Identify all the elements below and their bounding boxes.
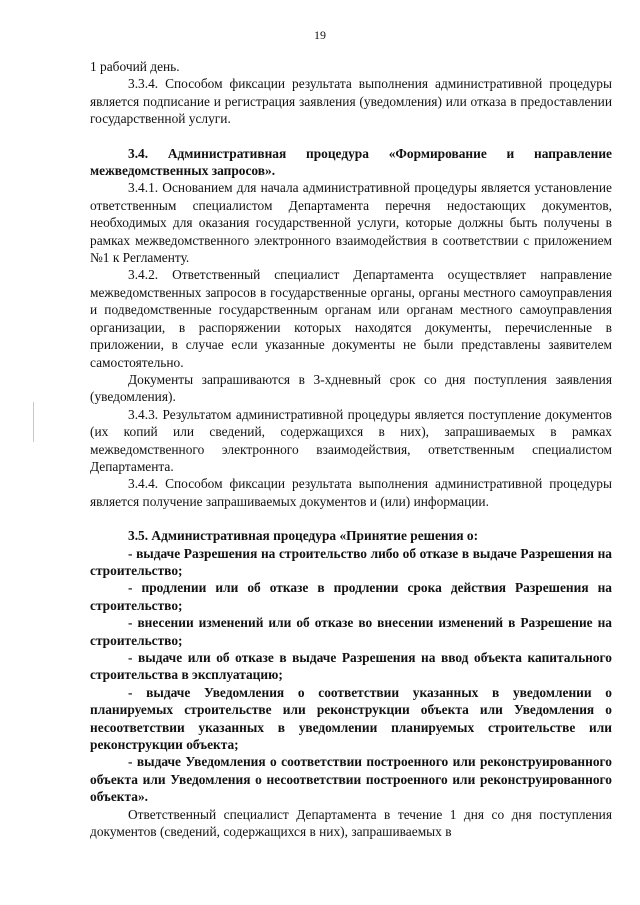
section-heading-3-4: 3.4. Административная процедура «Формирование и направление межведомственных запросов». [90,145,612,179]
list-item-built-object-notice: - выдаче Уведомления о соответствии построенного или реконструированного объекта или Уведомления о несоответствии построенного или реконструированного объекта». [90,754,612,805]
paragraph-documents-deadline: Документы запрашиваются в 3-хдневный срок со дня поступления заявления (уведомления). [90,371,612,405]
paragraph-responsible-specialist: Ответственный специалист Департамента в течение 1 дня со дня поступления документов (сведений, содержащихся в них), запрашиваемых в [90,806,612,840]
list-item-commissioning-permit: - выдаче или об отказе в выдаче Разрешения на ввод объекта капитального строительства в эксплуатацию; [90,650,612,683]
page-number: 19 [314,28,326,42]
paragraph-continuation: 1 рабочий день. [90,59,180,74]
list-item-permit-amendment: - внесении изменений или об отказе во внесении изменений в Разрешение на строительство; [90,615,612,648]
list-item-construction-permit: - выдаче Разрешения на строительство либо об отказе в выдаче Разрешения на строительство; [90,545,612,578]
section-heading-3-5: 3.5. Административная процедура «Принятие решения о: [128,528,479,544]
paragraph-3-4-1: 3.4.1. Основанием для начала административной процедуры является установление ответственным специалистом Департамента перечня недостающих документов, необходимых для оказания государственной услуги, которые должны быть получены в рамках межведомственного электронного взаимодействия в соответствии с приложением №1 к Регламенту. [90,180,612,266]
paragraph-3-4-2: 3.4.2. Ответственный специалист Департамента осуществляет направление межведомственных запросов в государственные органы, органы местного самоуправления и подведомственные государственным органам или органам местного самоуправления организации, в распоряжении которых находятся документы, перечисленные в приложении, в случае если указанные документы не были представлены заявителем самостоятельно. [90,267,612,370]
document-body [90,58,612,840]
list-item-permit-extension: - продлении или об отказе в продлении срока действия Разрешения на строительство; [90,580,612,613]
list-item-planned-construction-notice: - выдаче Уведомления о соответствии указанных в уведомлении о планируемых строительстве или реконструкции объекта или Уведомления о несоответствии указанных в уведомлении планируемых строительстве или реконструкции объекта; [90,684,612,753]
margin-scan-mark [33,402,34,442]
paragraph-3-3-4: 3.3.4. Способом фиксации результата выполнения административной процедуры является подписание и регистрация заявления (уведомления) или отказа в предоставлении государственной услуги. [90,76,612,127]
paragraph-3-4-4: 3.4.4. Способом фиксации результата выполнения административной процедуры является получение запрашиваемых документов и (или) информации. [90,476,612,509]
paragraph-3-4-3: 3.4.3. Результатом административной процедуры является поступление документов (их копий или сведений, содержащихся в них), запрашиваемых в рамках межведомственного электронного взаимодействия, ответственным специалистом Департамента. [90,406,612,474]
